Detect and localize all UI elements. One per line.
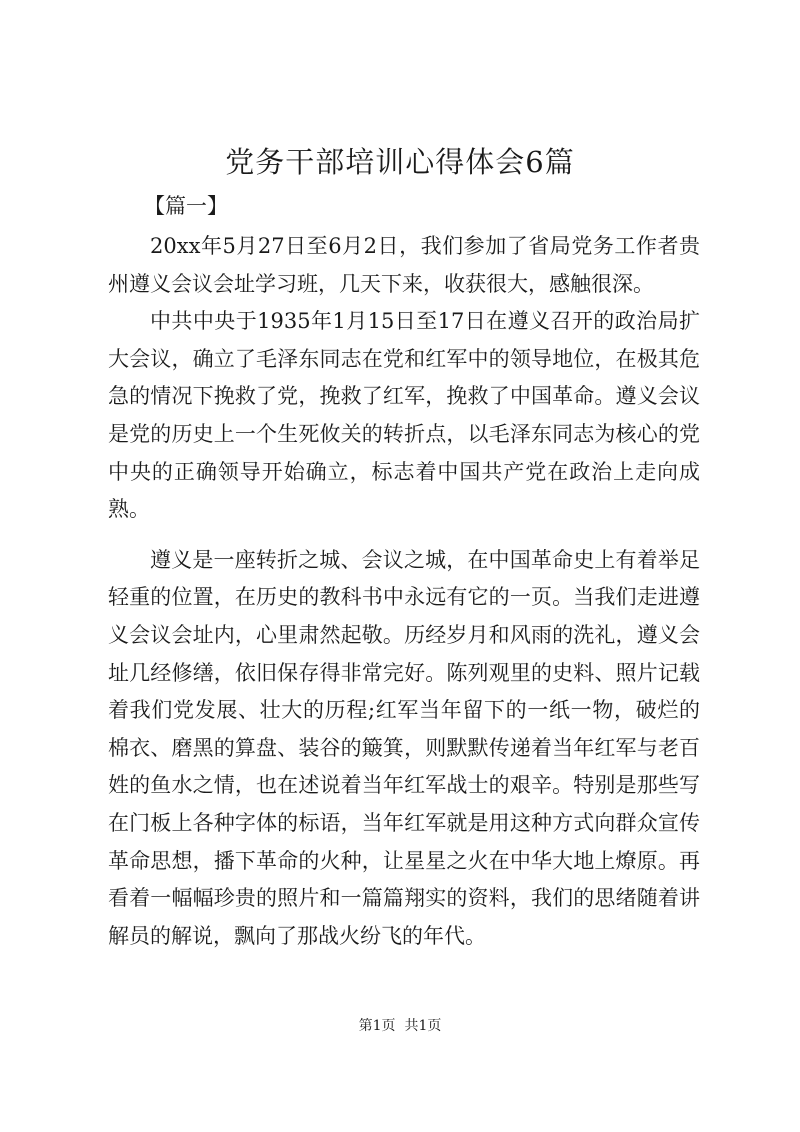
paragraph-1: 20xx年5月27日至6月2日，我们参加了省局党务工作者贵州遵义会议会址学习班，几天下来，收获很大，感触很深。 [108,234,700,296]
paragraph-3: 遵义是一座转折之城、会议之城，在中国革命史上有着举足轻重的位置，在历史的教科书中永远有它的一页。当我们走进遵义会议会址内，心里肃然起敬。历经岁月和风雨的洗礼，遵义会址几经修缮，依旧保存得非常完好。陈列观里的史料、照片记载着我们党发展、壮大的历程;红军当年留下的一纸一物，破烂的棉衣、磨黑的算盘、装谷的簸箕，则默默传递着当年红军与老百姓的鱼水之情，也在述说着当年红军战士的艰辛。特别是那些写在门板上各种字体的标语，当年红军就是用这种方式向群众宣传革命思想，播下革命的火种，让星星之火在中华大地上燎原。再看着一幅幅珍贵的照片和一篇篇翔实的资料，我们的思绪随着讲解员的解说，飘向了那战火纷飞的年代。 [108,547,700,948]
document-title: 党务干部培训心得体会6篇 [225,145,575,179]
page-total: 共1页 [404,1018,442,1034]
document-body [108,228,700,955]
page-number: 第1页 [358,1018,396,1034]
paragraph-2: 中共中央于1935年1月15日至17日在遵义召开的政治局扩大会议，确立了毛泽东同志在党和红军中的领导地位，在极其危急的情况下挽救了党，挽救了红军，挽救了中国革命。遵义会议是党的历史上一个生死攸关的转折点，以毛泽东同志为核心的党中央的正确领导开始确立，标志着中国共产党在政治上走向成熟。 [108,309,700,522]
page-footer [0,1016,800,1036]
section-heading: 【篇一】 [144,194,228,218]
